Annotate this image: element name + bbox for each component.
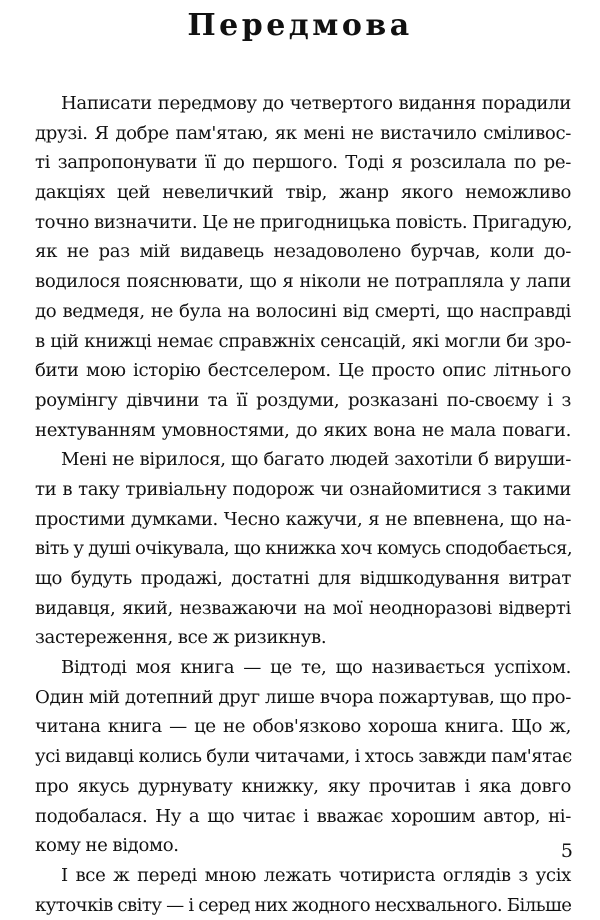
text-line: подобалася. Ну а що читає і вважає хорошим автор, ні-	[35, 805, 571, 827]
text-line: застереження, все ж ризикнув.	[35, 627, 327, 649]
text-line: про якусь дурнувату книжку, яку прочитав і яка довго	[35, 775, 571, 797]
text-line: Один мій дотепний друг лише вчора пожартував, що про-	[35, 686, 571, 708]
text-line: що будуть продажі, достатні для відшкодування витрат	[35, 568, 571, 589]
text-line: віть у душі очікувала, що книжка хоч комусь сподобається,	[35, 538, 573, 560]
text-line: Мені не вірилося, що багато людей захотіли б вируши-	[61, 449, 571, 471]
text-line: Написати передмову до четвертого видання порадили	[61, 93, 571, 114]
text-line: нехтуванням умовностями, до яких вона не мала поваги.	[35, 419, 571, 441]
text-line: видавця, який, незважаючи на мої неодноразові відверті	[35, 597, 571, 619]
text-line: друзі. Я добре пам'ятаю, як мені не вистачило сміливос-	[35, 122, 571, 144]
text-line: простими думками. Чесно кажучи, я не впевнена, що на-	[35, 508, 571, 530]
text-line: усі видавці колись були читачами, і хтось завжди пам'ятає	[35, 746, 572, 768]
text-line: дакціях цей невеличкий твір, жанр якого неможливо	[35, 182, 571, 204]
text-line: до ведмедя, не була на волосині від смерті, що насправді	[35, 300, 571, 322]
page-number: 5	[560, 840, 573, 862]
page-title: Передмова	[187, 8, 413, 43]
text-line: роумінгу дівчини та її роздуми, розказані по-своєму і з	[35, 389, 571, 411]
text-line: ті запропонувати її до першого. Тоді я розсилала по ре-	[35, 152, 571, 174]
text-line: куточків світу — і серед них жодного несхвального. Більше	[35, 894, 572, 916]
text-line: точно визначити. Це не пригодницька повість. Пригадую,	[35, 211, 573, 233]
text-line: ти в таку тривіальну подорож чи ознайомитися з такими	[35, 478, 571, 500]
text-line: І все ж переді мною лежать чотириста оглядів з усіх	[61, 864, 571, 886]
body-text	[35, 89, 571, 920]
text-line: Відтоді моя книга — це те, що називається успіхом.	[61, 657, 571, 679]
text-line: читана книга — це не обов'язково хороша книга. Що ж,	[35, 716, 571, 738]
text-line: водилося пояснювати, що я ніколи не потрапляла у лапи	[35, 271, 571, 293]
text-line: в цій книжці немає справжніх сенсацій, які могли би зро-	[35, 330, 571, 352]
text-line: кому не відомо.	[35, 835, 179, 857]
text-line: бити мою історію бестселером. Це просто опис літнього	[35, 360, 571, 382]
text-line: як не раз мій видавець незадоволено бурчав, коли до-	[35, 241, 571, 263]
